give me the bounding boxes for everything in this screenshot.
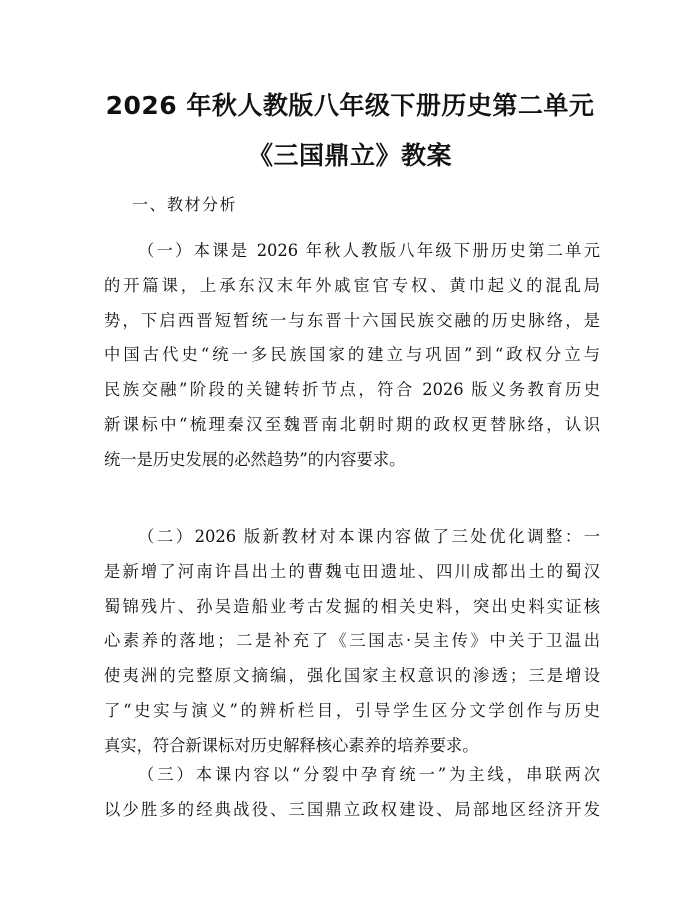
- paragraph-line: 民族交融”阶段的关键转折节点，符合 2026 版义务教育历史: [104, 380, 600, 400]
- document-title-line-2: 《三国鼎立》教案: [247, 141, 452, 170]
- paragraph-line: 真实，符合新课标对历史解释核心素养的培养要求。: [104, 735, 479, 755]
- paragraph-line: 了“史实与演义”的辨析栏目，引导学生区分文学创作与历史: [104, 700, 600, 720]
- paragraph-line: （一）本课是 2026 年秋人教版八年级下册历史第二单元: [138, 241, 600, 260]
- paragraph-line: 心素养的落地；二是补充了《三国志·吴主传》中关于卫温出: [104, 631, 600, 651]
- paragraph-line: 是新增了河南许昌出土的曹魏屯田遗址、四川成都出土的蜀汉: [104, 561, 600, 581]
- document-title-line-1: 2026 年秋人教版八年级下册历史第二单元: [105, 91, 595, 120]
- paragraph-line: 新课标中“梳理秦汉至魏晋南北朝时期的政权更替脉络，认识: [104, 414, 600, 434]
- paragraph-line: 的开篇课，上承东汉末年外戚宦官专权、黄巾起义的混乱局: [104, 275, 600, 295]
- paragraph-line: （三）本课内容以“分裂中孕育统一”为主线，串联两次: [138, 765, 600, 784]
- paragraph-line: 中国古代史“统一多民族国家的建立与巩固”到“政权分立与: [104, 345, 600, 365]
- section-heading-textbook-analysis: 一、教材分析: [132, 195, 238, 214]
- paragraph-line: 势，下启西晋短暂统一与东晋十六国民族交融的历史脉络，是: [104, 310, 600, 330]
- paragraph-line: 使夷洲的完整原文摘编，强化国家主权意识的渗透；三是增设: [104, 666, 600, 686]
- paragraph-line: 以少胜多的经典战役、三国鼎立政权建设、局部地区经济开发: [104, 799, 600, 819]
- paragraph-1: [104, 234, 600, 478]
- paragraph-line: （二）2026 版新教材对本课内容做了三处优化调整：一: [138, 527, 600, 546]
- paragraph-2: [104, 520, 600, 764]
- paragraph-line: 统一是历史发展的必然趋势”的内容要求。: [104, 449, 406, 469]
- paragraph-3: [104, 758, 600, 828]
- paragraph-line: 蜀锦残片、孙吴造船业考古发掘的相关史料，突出史料实证核: [104, 596, 600, 616]
